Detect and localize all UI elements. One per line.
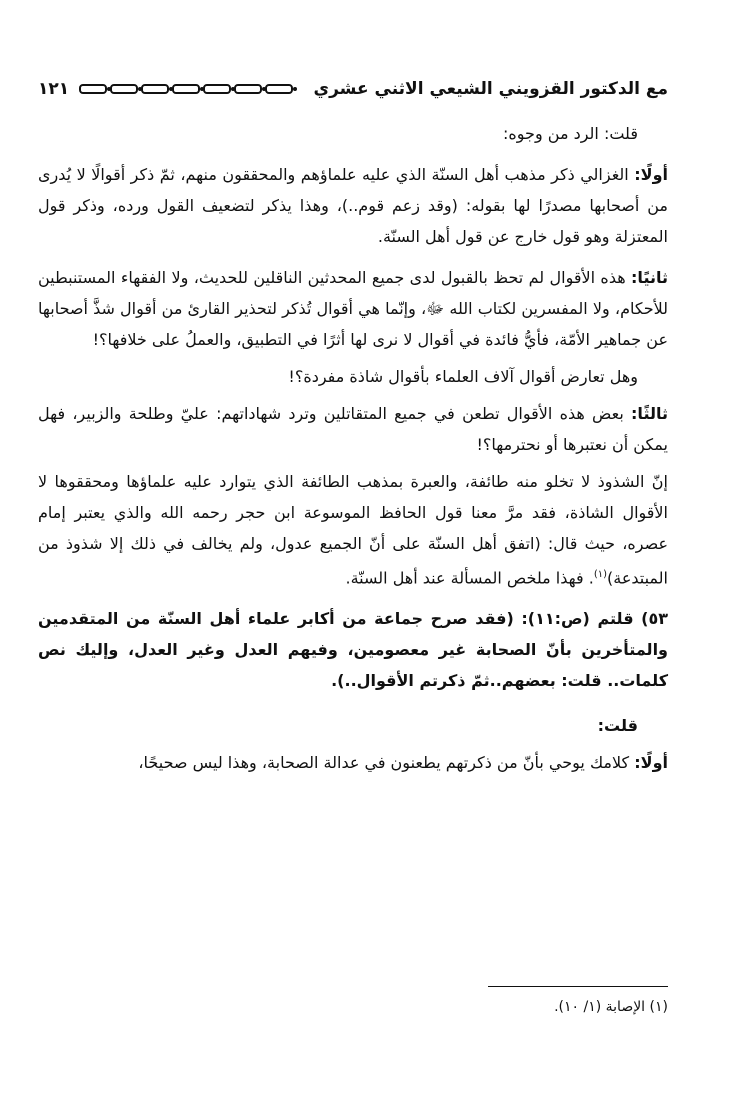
paragraph-intro: قلت: الرد من وجوه: bbox=[503, 124, 638, 143]
paragraph-ibn-hajar-quote bbox=[38, 466, 668, 593]
ornament-link-icon bbox=[79, 84, 107, 94]
paragraph-reply-heading: قلت: bbox=[597, 716, 638, 736]
book-page bbox=[38, 74, 668, 1084]
ornament-link-icon bbox=[110, 84, 138, 94]
paragraph-quote-end: . فهذا ملخص المسألة عند أهل السنّة. bbox=[345, 568, 594, 588]
paragraph-first-point-text: الغزالي ذكر مذهب أهل السنّة الذي عليه علماؤهم والمحققون منهم، ثمّ ذكر أقوالًا لا يُدرى من أصحابها مصدرًا لها بقوله: (وقد زعم قوم..)، وهذا يذكر لتضعيف القول ورده، وذكر قول المعتزلة وهو قول خارج عن قول أهل السنّة. bbox=[38, 165, 668, 246]
point-label-first: أولًا: bbox=[634, 165, 668, 184]
footnote: (١) الإصابة (١/ ١٠). bbox=[554, 999, 668, 1015]
paragraph-second-point-text: هذه الأقوال لم تحظ بالقبول لدى جميع المحدثين الناقلين للحديث، ولا الفقهاء المستنبطين للأحكام، ولا المفسرين لكتاب الله ﷻ، وإنّما هي أقوال تُذكر لتحذير القارئ من أقوال شذَّ أصحابها عن جماهير الأمّة، فأيُّ فائدة في أقوال لا نرى لها أثرًا في التطبيق، والعملُ على خلافها؟! bbox=[38, 268, 668, 349]
paragraph-first-point bbox=[38, 159, 668, 252]
running-header-title: مع الدكتور القزويني الشيعي الاثني عشري bbox=[313, 79, 668, 99]
running-header bbox=[38, 74, 668, 104]
paragraph-third-point-text: بعض هذه الأقوال تطعن في جميع المتقاتلين وترد شهاداتهم: عليّ وطلحة والزبير، فهل يمكن أن نعتبرها أو نحترمها؟! bbox=[38, 404, 668, 454]
ornament-link-icon bbox=[172, 84, 200, 94]
ornament-link-icon bbox=[265, 84, 293, 94]
paragraph-reply-first-text: كلامك يوحي بأنّ من ذكرتهم يطعنون في عدالة الصحابة، وهذا ليس صحيحًا، bbox=[138, 753, 635, 773]
point-label-reply-first: أولًا: bbox=[634, 753, 668, 773]
paragraph-item-53: ٥٣) قلتم (ص:١١): (فقد صرح جماعة من أكابر علماء أهل السنّة من المتقدمين والمتأخرين بأنّ الصحابة غير معصومين، وفيهم العدل وغير العدل، وإليك نص كلمات.. قلت: بعضهم..ثمّ ذكرتم الأقوال..). bbox=[38, 609, 668, 691]
point-label-second: ثانيًا: bbox=[631, 268, 668, 287]
footnote-divider bbox=[488, 986, 668, 987]
paragraph-second-point bbox=[38, 262, 668, 355]
ornament-link-icon bbox=[141, 84, 169, 94]
point-label-third: ثالثًا: bbox=[631, 404, 668, 423]
ornament-link-icon bbox=[203, 84, 231, 94]
paragraph-question: وهل تعارض أقوال آلاف العلماء بأقوال شاذة مفردة؟! bbox=[288, 367, 638, 386]
footnote-marker[interactable]: (١) bbox=[593, 569, 607, 580]
header-ornament-divider bbox=[79, 84, 303, 94]
paragraph-quote-text: إنّ الشذوذ لا تخلو منه طائفة، والعبرة بمذهب الطائفة الذي يتوارد عليه علماؤها ومحققوها لا الأقوال الشاذة، فقد مرَّ معنا قول الحافظ الموسوعة ابن حجر رحمه الله والذي يعتبر إمام عصره، حيث قال: (اتفق أهل السنّة على أنّ الجميع عدول، ولم يخالف في ذلك إلا شذوذ من المبتدعة) bbox=[38, 472, 668, 588]
paragraph-reply-first bbox=[38, 747, 668, 778]
paragraph-third-point bbox=[38, 398, 668, 460]
ornament-link-icon bbox=[234, 84, 262, 94]
page-number: ١٢١ bbox=[38, 79, 70, 99]
